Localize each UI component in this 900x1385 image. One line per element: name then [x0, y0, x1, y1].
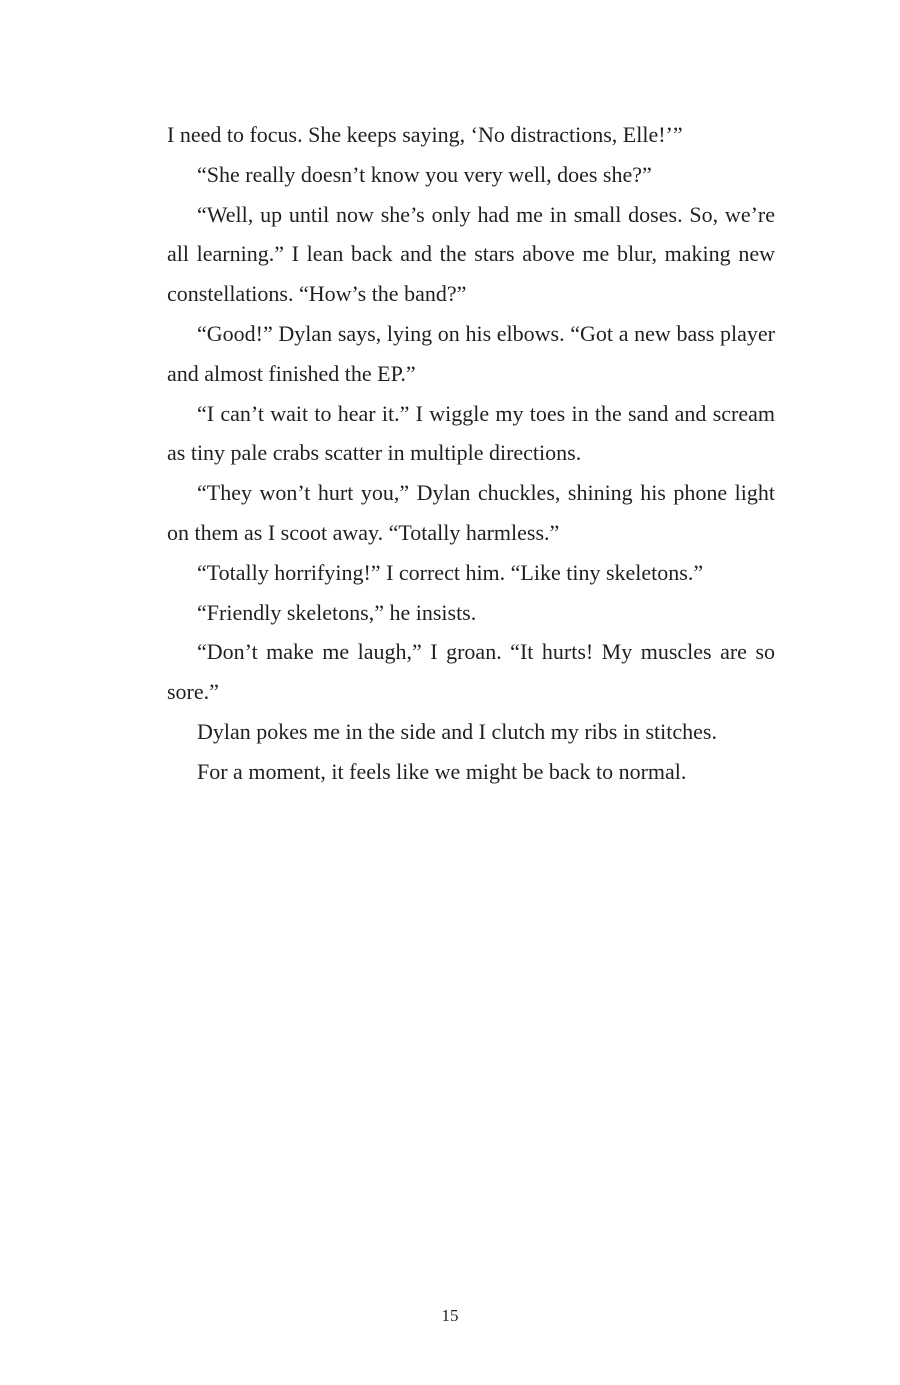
- paragraph-2: “She really doesn’t know you very well, does she?”: [197, 161, 652, 187]
- paragraph-3: “Well, up until now she’s only had me in small doses. So, we’re all learning.” I lean back and the stars above me blur, making new constellations. “How’s the band?”: [167, 201, 775, 307]
- paragraph-8: “Friendly skeletons,” he insists.: [197, 599, 477, 625]
- paragraph-10: Dylan pokes me in the side and I clutch my ribs in stitches.: [197, 718, 717, 744]
- paragraph-5: “I can’t wait to hear it.” I wiggle my toes in the sand and scream as tiny pale crabs scatter in multiple directions.: [167, 400, 775, 466]
- body-text: [167, 115, 775, 792]
- paragraph-11: For a moment, it feels like we might be back to normal.: [197, 758, 687, 784]
- paragraph-1: I need to focus. She keeps saying, ‘No distractions, Elle!’”: [167, 122, 683, 147]
- paragraph-4: “Good!” Dylan says, lying on his elbows. “Got a new bass player and almost finished the EP.”: [167, 320, 775, 386]
- paragraph-6: “They won’t hurt you,” Dylan chuckles, shining his phone light on them as I scoot away. “Totally harmless.”: [167, 480, 775, 545]
- page-number: 15: [441, 1306, 459, 1325]
- paragraph-7: “Totally horrifying!” I correct him. “Like tiny skeletons.”: [197, 559, 704, 585]
- paragraph-9: “Don’t make me laugh,” I groan. “It hurts! My muscles are so sore.”: [167, 639, 775, 705]
